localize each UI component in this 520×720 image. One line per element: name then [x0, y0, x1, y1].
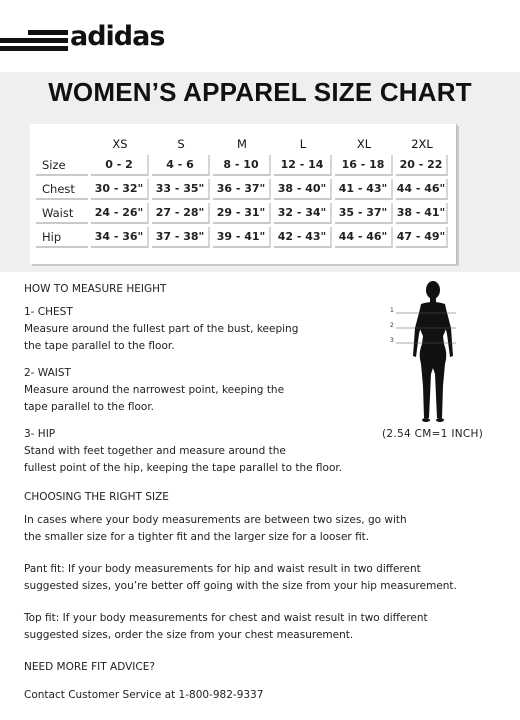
hip-marker: 3 — [390, 337, 394, 344]
row-label: Hip — [36, 227, 88, 248]
table-cell: 37 - 38" — [152, 227, 210, 248]
table-cell: 35 - 37" — [335, 203, 393, 224]
column-header: XL — [356, 136, 372, 151]
size-table — [33, 132, 451, 251]
three-stripes-icon — [0, 30, 68, 52]
table-cell: 24 - 26" — [91, 203, 149, 224]
column-header: 2XL — [411, 136, 433, 151]
hip-text-line: Stand with feet together and measure around the — [24, 445, 286, 457]
table-cell: 32 - 34" — [274, 203, 332, 224]
waist-text-line: Measure around the narrowest point, keeping the — [24, 384, 285, 396]
pant-fit-line: suggested sizes, you’re better off going with the size from your hip measurement. — [24, 580, 457, 592]
table-header-row — [36, 135, 448, 152]
hip-text-line: fullest point of the hip, keeping the tape parallel to the floor. — [24, 462, 343, 474]
table-cell: 27 - 28" — [152, 203, 210, 224]
table-cell: 42 - 43" — [274, 227, 332, 248]
table-cell: 34 - 36" — [91, 227, 149, 248]
table-cell: 47 - 49" — [396, 227, 448, 248]
body-silhouette-figure — [388, 278, 478, 428]
top-fit-line: Top fit: If your body measurements for chest and waist result in two different — [24, 612, 428, 624]
table-row — [36, 203, 448, 224]
column-header: S — [177, 136, 185, 151]
choosing-text-line: the smaller size for a tighter fit and the larger size for a looser fit. — [24, 531, 370, 543]
table-corner — [36, 135, 88, 152]
row-label: Size — [36, 155, 88, 176]
table-cell: 36 - 37" — [213, 179, 271, 200]
table-cell: 30 - 32" — [91, 179, 149, 200]
waist-title: 2- WAIST — [24, 367, 71, 379]
table-cell: 38 - 40" — [274, 179, 332, 200]
table-cell: 20 - 22 — [396, 155, 448, 176]
table-cell: 8 - 10 — [213, 155, 271, 176]
pant-fit-line: Pant fit: If your body measurements for hip and waist result in two different — [24, 563, 421, 575]
table-cell: 39 - 41" — [213, 227, 271, 248]
body-silhouette-icon — [388, 278, 478, 428]
column-header: L — [299, 136, 307, 151]
measure-heading: HOW TO MEASURE HEIGHT — [24, 283, 167, 295]
column-header: M — [237, 136, 247, 151]
chest-title: 1- CHEST — [24, 306, 73, 318]
table-cell: 0 - 2 — [91, 155, 149, 176]
table-cell: 12 - 14 — [274, 155, 332, 176]
waist-marker: 2 — [390, 322, 394, 329]
chest-text-line: Measure around the fullest part of the bust, keeping — [24, 323, 299, 335]
brand-logo[interactable] — [0, 22, 200, 52]
table-row — [36, 155, 448, 176]
waist-text-line: tape parallel to the floor. — [24, 401, 155, 413]
choosing-text-line: In cases where your body measurements are between two sizes, go with — [24, 514, 407, 526]
top-fit-line: suggested sizes, order the size from your chest measurement. — [24, 629, 354, 641]
brand-name: adidas — [70, 21, 165, 52]
table-row — [36, 179, 448, 200]
table-row — [36, 227, 448, 248]
table-cell: 16 - 18 — [335, 155, 393, 176]
unit-conversion-note: (2.54 CM=1 INCH) — [382, 428, 484, 440]
chest-text-line: the tape parallel to the floor. — [24, 340, 175, 352]
table-cell: 41 - 43" — [335, 179, 393, 200]
page-title: WOMEN’S APPAREL SIZE CHART — [48, 77, 472, 107]
customer-service-contact[interactable]: Contact Customer Service at 1-800-982-9337 — [24, 689, 264, 701]
size-table-card — [30, 124, 457, 264]
chest-marker: 1 — [390, 307, 394, 314]
table-cell: 4 - 6 — [152, 155, 210, 176]
advice-heading: NEED MORE FIT ADVICE? — [24, 661, 155, 673]
row-label: Chest — [36, 179, 88, 200]
table-cell: 33 - 35" — [152, 179, 210, 200]
hip-title: 3- HIP — [24, 428, 56, 440]
row-label: Waist — [36, 203, 88, 224]
header — [0, 0, 520, 72]
table-cell: 29 - 31" — [213, 203, 271, 224]
table-cell: 44 - 46" — [335, 227, 393, 248]
choosing-heading: CHOOSING THE RIGHT SIZE — [24, 491, 169, 503]
table-cell: 38 - 41" — [396, 203, 448, 224]
column-header: XS — [112, 136, 128, 151]
table-cell: 44 - 46" — [396, 179, 448, 200]
